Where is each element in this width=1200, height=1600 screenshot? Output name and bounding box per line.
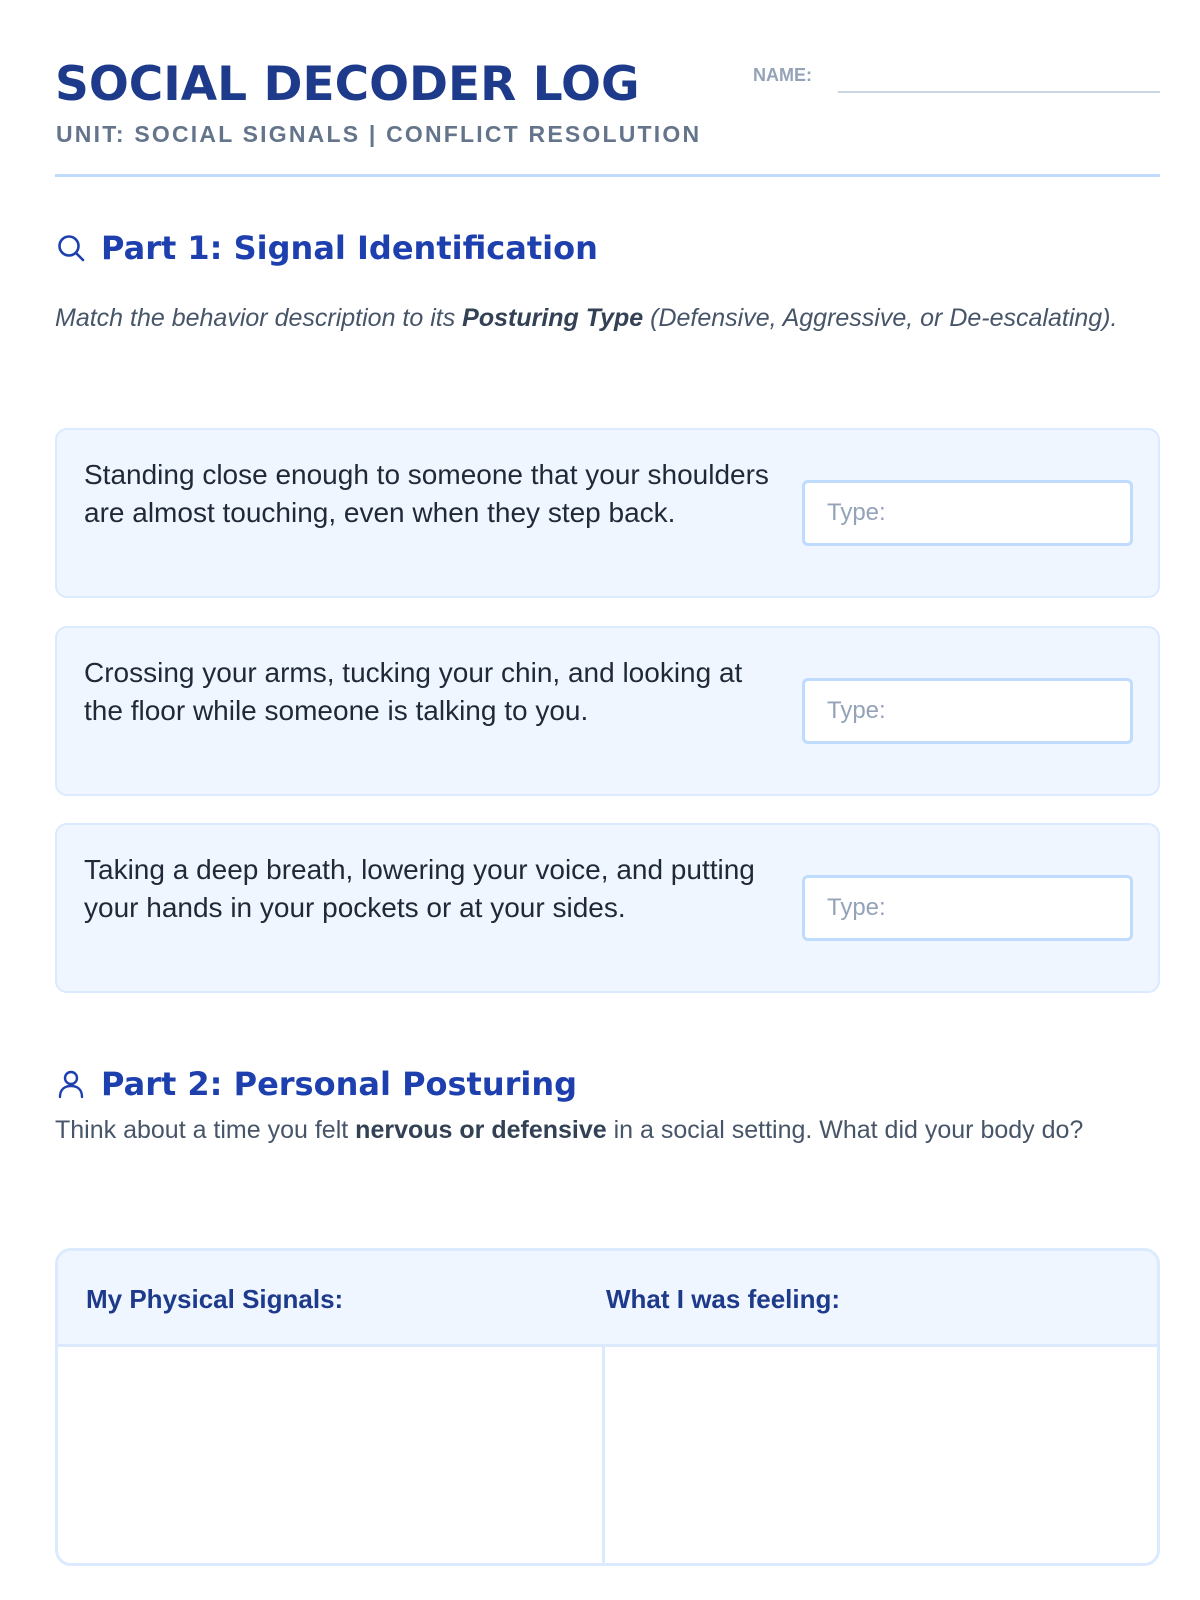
- part2-heading: [55, 1062, 577, 1106]
- part1-instructions-emphasis: Posturing Type: [462, 304, 644, 332]
- worksheet-header: [55, 55, 1160, 177]
- signal-card: [55, 823, 1160, 993]
- reflection-table-body: [58, 1347, 1157, 1566]
- part1-instructions-text-end: (Defensive, Aggressive, or De-escalating).: [643, 304, 1118, 332]
- column-header-physical-signals: My Physical Signals:: [86, 1284, 344, 1314]
- reflection-table: [55, 1248, 1160, 1566]
- part1-instructions: [55, 298, 1160, 338]
- part2-instructions-text-end: in a social setting. What did your body do?: [606, 1116, 1084, 1144]
- feelings-answer-box[interactable]: [608, 1347, 1160, 1566]
- name-label: NAME:: [753, 65, 812, 85]
- signal-card: [55, 428, 1160, 598]
- part2-heading-text: Part 2: Personal Posturing: [101, 1065, 578, 1103]
- part1-instructions-text: Match the behavior description to its: [55, 304, 463, 332]
- part2-instructions-emphasis: nervous or defensive: [355, 1116, 607, 1144]
- posturing-type-input[interactable]: [802, 678, 1133, 744]
- signal-description: Taking a deep breath, lowering your voice, and putting your hands in your pockets or at your sides.: [84, 854, 755, 923]
- column-header-feelings: What I was feeling:: [606, 1284, 841, 1314]
- signal-card: [55, 626, 1160, 796]
- posturing-type-input[interactable]: [802, 875, 1133, 941]
- worksheet-title: SOCIAL DECODER LOG: [55, 57, 640, 112]
- name-field[interactable]: [838, 91, 1160, 93]
- worksheet-subtitle: UNIT: SOCIAL SIGNALS | CONFLICT RESOLUTION: [56, 121, 702, 147]
- search-icon: [55, 232, 87, 264]
- worksheet-page: [55, 0, 1160, 1600]
- part2-instructions: [55, 1110, 1160, 1150]
- posturing-type-input[interactable]: [802, 480, 1133, 546]
- part2-instructions-text: Think about a time you felt: [55, 1116, 356, 1144]
- part1-heading: [55, 226, 598, 270]
- reflection-table-header: [58, 1251, 1157, 1347]
- signal-description: Crossing your arms, tucking your chin, and looking at the floor while someone is talking to you.: [84, 657, 743, 726]
- user-icon: [55, 1068, 87, 1100]
- part1-heading-text: Part 1: Signal Identification: [101, 229, 598, 267]
- signal-description: Standing close enough to someone that your shoulders are almost touching, even when they step back.: [84, 459, 769, 528]
- physical-signals-answer-box[interactable]: [58, 1347, 605, 1566]
